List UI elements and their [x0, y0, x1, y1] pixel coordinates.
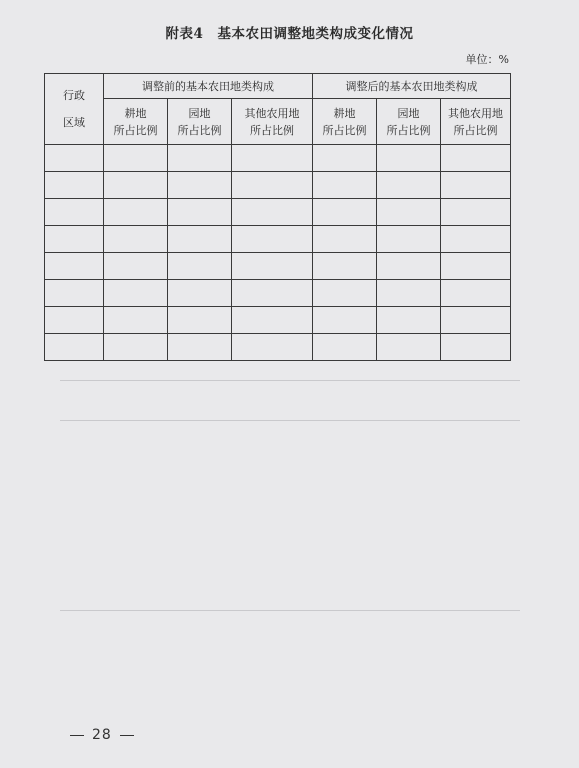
table-row — [45, 226, 511, 253]
table-cell — [377, 145, 441, 172]
table-row — [45, 307, 511, 334]
table-cell — [313, 199, 377, 226]
table-cell — [441, 334, 511, 361]
table-cell — [45, 334, 104, 361]
table-cell — [45, 172, 104, 199]
table-row — [45, 172, 511, 199]
sub-header-line: 所占比例 — [386, 123, 431, 137]
region-header-line-2: 区域 — [63, 116, 85, 129]
sub-header-3 — [313, 99, 377, 145]
table-cell — [377, 226, 441, 253]
page-title: 附表4 基本农田调整地类构成变化情况 — [165, 26, 414, 42]
sub-header-line: 园地 — [188, 106, 211, 120]
sub-header-line: 其他农用地 — [448, 106, 504, 120]
table-cell — [377, 280, 441, 307]
table-cell — [232, 280, 313, 307]
table-cell — [232, 199, 313, 226]
table-cell — [168, 172, 232, 199]
table-row — [45, 199, 511, 226]
table-cell — [168, 307, 232, 334]
sub-header-1 — [168, 99, 232, 145]
table-cell — [232, 145, 313, 172]
table-row — [45, 253, 511, 280]
table-cell — [377, 253, 441, 280]
table-cell — [168, 253, 232, 280]
table-cell — [377, 172, 441, 199]
table-cell — [441, 199, 511, 226]
table-cell — [441, 172, 511, 199]
sub-header-0 — [104, 99, 168, 145]
sub-header-4 — [377, 99, 441, 145]
table-cell — [313, 334, 377, 361]
show-through-line — [60, 610, 520, 611]
land-class-table — [44, 73, 511, 361]
table-cell — [168, 280, 232, 307]
table-cell — [104, 145, 168, 172]
table-cell — [232, 334, 313, 361]
table-cell — [104, 172, 168, 199]
group-header-before: 调整前的基本农田地类构成 — [104, 74, 313, 99]
table-cell — [313, 145, 377, 172]
composition-table — [44, 73, 510, 351]
table-cell — [377, 307, 441, 334]
show-through-line — [60, 380, 520, 381]
page-footer — [62, 727, 142, 743]
footer-dash-right — [120, 735, 134, 736]
sub-header-line: 耕地 — [333, 106, 356, 120]
table-cell — [45, 280, 104, 307]
table-cell — [232, 226, 313, 253]
footer-dash-left — [70, 735, 84, 736]
table-cell — [45, 307, 104, 334]
table-cell — [313, 253, 377, 280]
page-number: 28 — [92, 727, 112, 743]
table-row — [45, 334, 511, 361]
table-cell — [441, 253, 511, 280]
sub-header-line: 所占比例 — [250, 123, 294, 137]
table-cell — [313, 280, 377, 307]
sub-header-line: 所占比例 — [113, 123, 158, 137]
table-cell — [104, 334, 168, 361]
table-cell — [104, 199, 168, 226]
table-cell — [45, 253, 104, 280]
table-cell — [441, 307, 511, 334]
table-cell — [313, 307, 377, 334]
sub-header-2 — [232, 99, 313, 145]
table-cell — [441, 226, 511, 253]
sub-header-line: 所占比例 — [453, 123, 498, 137]
table-cell — [104, 280, 168, 307]
table-row — [45, 145, 511, 172]
show-through-line — [60, 420, 520, 421]
sub-header-line: 园地 — [397, 106, 420, 120]
region-header — [45, 74, 104, 145]
table-cell — [168, 226, 232, 253]
sub-header-line: 所占比例 — [322, 123, 367, 137]
sub-header-line: 其他农用地 — [244, 106, 300, 120]
table-cell — [168, 199, 232, 226]
sub-header-line: 耕地 — [124, 106, 147, 120]
region-header-line-1: 行政 — [63, 89, 85, 102]
table-row — [45, 280, 511, 307]
table-cell — [104, 307, 168, 334]
table-cell — [377, 199, 441, 226]
table-cell — [232, 172, 313, 199]
table-cell — [377, 334, 441, 361]
group-header-after: 调整后的基本农田地类构成 — [313, 74, 511, 99]
table-cell — [45, 145, 104, 172]
table-cell — [168, 145, 232, 172]
table-cell — [441, 145, 511, 172]
table-cell — [232, 307, 313, 334]
table-cell — [313, 226, 377, 253]
table-cell — [313, 172, 377, 199]
sub-header-line: 所占比例 — [177, 123, 222, 137]
sub-header-5 — [441, 99, 511, 145]
table-cell — [104, 253, 168, 280]
table-cell — [45, 226, 104, 253]
table-cell — [104, 226, 168, 253]
table-cell — [45, 199, 104, 226]
table-cell — [232, 253, 313, 280]
table-cell — [168, 334, 232, 361]
unit-label: 单位：% — [465, 53, 509, 66]
table-cell — [441, 280, 511, 307]
